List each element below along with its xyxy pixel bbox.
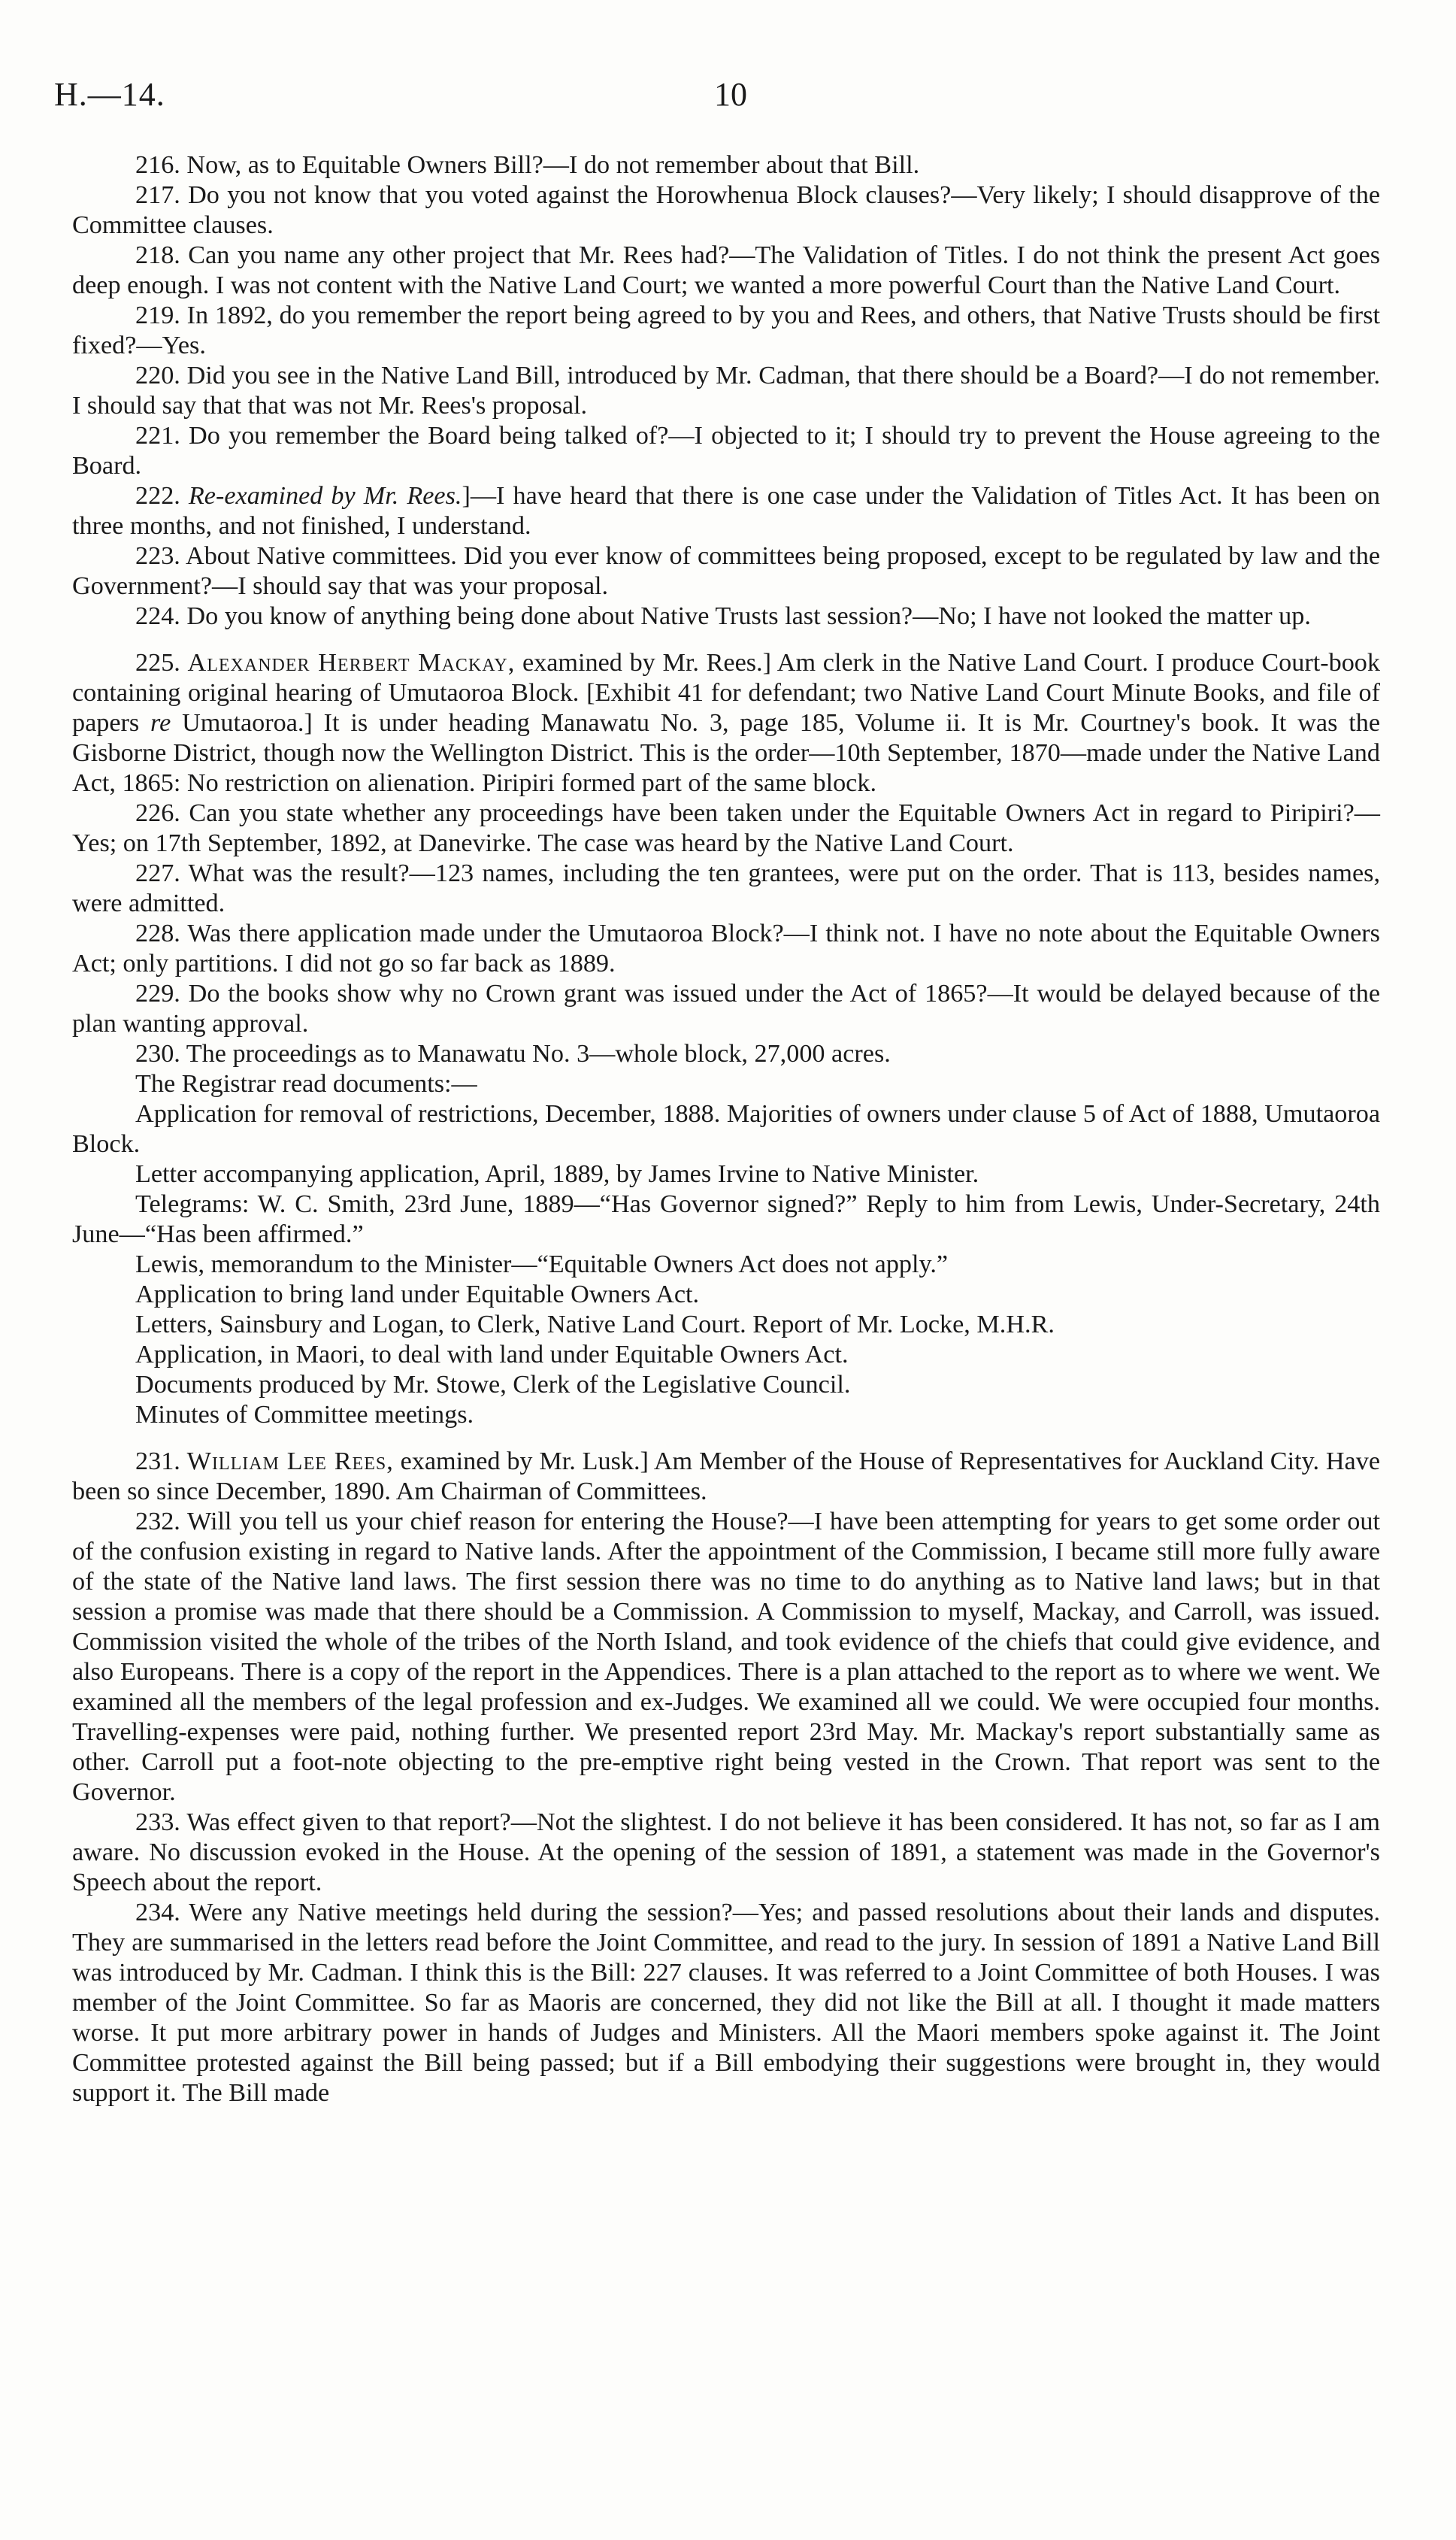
paragraph-218: 218. Can you name any other project that Mr. Rees had?—The Validation of Titles. I do not think the present Act goes deep enough. I was not content with the Native Land Court; we wanted a more powerful Court than the Native Land Court. xyxy=(72,241,1380,299)
paragraph-226: 226. Can you state whether any proceedings have been taken under the Equitable Owners Act in regard to Piripiri?—Yes; on 17th September, 1892, at Danevirke. The case was heard by the Native Land Court. xyxy=(72,799,1380,857)
paragraph-223: 223. About Native committees. Did you ever know of committees being proposed, except to be regulated by law and the Government?—I should say that was your proposal. xyxy=(72,542,1380,600)
document-item: Application to bring land under Equitable Owners Act. xyxy=(135,1281,700,1308)
paragraph-234: 234. Were any Native meetings held during the session?—Yes; and passed resolutions about their lands and disputes. They are summarised in the letters read before the Joint Committee, and read to the jury. In session of 1891 a Native Land Bill was introduced by Mr. Cadman. I think this is the Bill: 227 clauses. It was referred to a Joint Committee of both Houses. I was member of the Joint Committee. So far as Maoris are concerned, they did not like the Bill at all. I thought it made matters worse. It put more arbitrary power in hands of Judges and Ministers. All the Maori members spoke against it. The Joint Committee protested against the Bill being passed; but if a Bill embodying their suggestions were brought in, they would support it. The Bill made xyxy=(72,1899,1380,2107)
paragraph-228: 228. Was there application made under the Umutaoroa Block?—I think not. I have no note about the Equitable Owners Act; only partitions. I did not go so far back as 1889. xyxy=(72,920,1380,978)
document-item: Minutes of Committee meetings. xyxy=(135,1401,474,1429)
witness-name: Alexander Herbert Mackay, xyxy=(187,649,516,677)
document-item: Letters, Sainsbury and Logan, to Clerk, Native Land Court. Report of Mr. Locke, M.H.R. xyxy=(135,1311,1055,1338)
paragraph-225 xyxy=(72,648,1380,799)
page-number: 10 xyxy=(714,76,747,113)
paragraph-220: 220. Did you see in the Native Land Bill, introduced by Mr. Cadman, that there should be a Board?—I do not remember. I should say that that was not Mr. Rees's proposal. xyxy=(72,362,1380,420)
document-item: Lewis, memorandum to the Minister—“Equitable Owners Act does not apply.” xyxy=(135,1250,949,1278)
document-item: Telegrams: W. C. Smith, 23rd June, 1889—“Has Governor signed?” Reply to him from Lewis, Under-Secretary, 24th June—“Has been affirmed.” xyxy=(72,1190,1380,1248)
examination-heading: Re-examined by Mr. Rees. xyxy=(188,482,462,510)
italic-term: re xyxy=(150,709,171,737)
document-item: Application, in Maori, to deal with land under Equitable Owners Act. xyxy=(135,1341,849,1369)
paragraph-number: 225. xyxy=(135,649,180,677)
paragraph-217: 217. Do you not know that you voted against the Horowhenua Block clauses?—Very likely; I should disapprove of the Committee clauses. xyxy=(72,181,1380,239)
paragraph-number: 222. xyxy=(135,482,180,510)
document-item: Documents produced by Mr. Stowe, Clerk of the Legislative Council. xyxy=(135,1371,851,1399)
paragraph-text-end: Umutaoroa.] It is under heading Manawatu No. 3, page 185, Volume ii. It is Mr. Courtney's book. It was the Gisborne District, though now the Wellington District. This is the order—10th September, 1870—made under the Native Land Act, 1865: No restriction on alienation. Piripiri formed part of the same block. xyxy=(72,709,1380,797)
paragraph-number: 231. xyxy=(135,1447,180,1475)
paragraph-text: ]—I have heard that there is one case under the Validation of Titles Act. It has been on three months, and not finished, I understand. xyxy=(72,482,1381,540)
paragraph-text: examined by Mr. Lusk.] Am Member of the House of Representatives for Auckland City. Have been so since December, 1890. Am Chairman of Committees. xyxy=(72,1447,1380,1505)
paragraph-text: examined by Mr. Rees.] Am clerk in the Native Land Court. I produce Court-book containing original hearing of Umutaoroa Block. [Exhibit 41 for defendant; two Native Land Court Minute Books, and file of papers xyxy=(72,649,1380,737)
registrar-line: The Registrar read documents:— xyxy=(135,1070,477,1098)
paragraph-227: 227. What was the result?—123 names, including the ten grantees, were put on the order. That is 113, besides names, were admitted. xyxy=(72,859,1380,917)
paragraph-232: 232. Will you tell us your chief reason for entering the House?—I have been attempting for years to get some order out of the confusion existing in regard to Native lands. After the appointment of the Commission, I became still more fully aware of the state of the Native land laws. The first session there was no time to do anything as to Native land laws; but in that session a promise was made that there should be a Commission. A Commission to myself, Mackay, and Carroll, was issued. Commission visited the whole of the tribes of the North Island, and took evidence of the chiefs that could give evidence, and also Europeans. There is a copy of the report in the Appendices. There is a plan attached to the report as to where we went. We examined all the members of the legal profession and ex-Judges. We examined all we could. We were occupied four months. Travelling-expenses were paid, nothing further. We presented report 23rd May. Mr. Mackay's report substantially same as other. Carroll put a foot-note objecting to the pre-emptive right being vested in the Crown. That report was sent to the Governor. xyxy=(72,1508,1380,1806)
paragraph-221: 221. Do you remember the Board being talked of?—I objected to it; I should try to prevent the House agreeing to the Board. xyxy=(72,422,1380,480)
paragraph-222 xyxy=(72,481,1380,541)
paragraph-219: 219. In 1892, do you remember the report being agreed to by you and Rees, and others, that Native Trusts should be first fixed?—Yes. xyxy=(72,302,1380,359)
document-reference: H.—14. xyxy=(54,76,165,113)
paragraph-216: 216. Now, as to Equitable Owners Bill?—I do not remember about that Bill. xyxy=(135,151,920,179)
body-text xyxy=(72,150,1380,2108)
paragraph-233: 233. Was effect given to that report?—Not the slightest. I do not believe it has been considered. It has not, so far as I am aware. No discussion evoked in the House. At the opening of the session of 1891, a statement was made in the Governor's Speech about the report. xyxy=(72,1808,1380,1896)
running-header xyxy=(54,75,1407,120)
paragraph-224: 224. Do you know of anything being done about Native Trusts last session?—No; I have not looked the matter up. xyxy=(135,602,1311,630)
document-item: Letter accompanying application, April, 1889, by James Irvine to Native Minister. xyxy=(135,1160,979,1188)
paragraph-230: 230. The proceedings as to Manawatu No. 3—whole block, 27,000 acres. xyxy=(135,1040,891,1068)
witness-name: William Lee Rees, xyxy=(186,1447,394,1475)
document-item: Application for removal of restrictions, December, 1888. Majorities of owners under clause 5 of Act of 1888, Umutaoroa Block. xyxy=(72,1100,1380,1158)
paragraph-231 xyxy=(72,1447,1380,1507)
paragraph-229: 229. Do the books show why no Crown grant was issued under the Act of 1865?—It would be delayed because of the plan wanting approval. xyxy=(72,980,1380,1038)
